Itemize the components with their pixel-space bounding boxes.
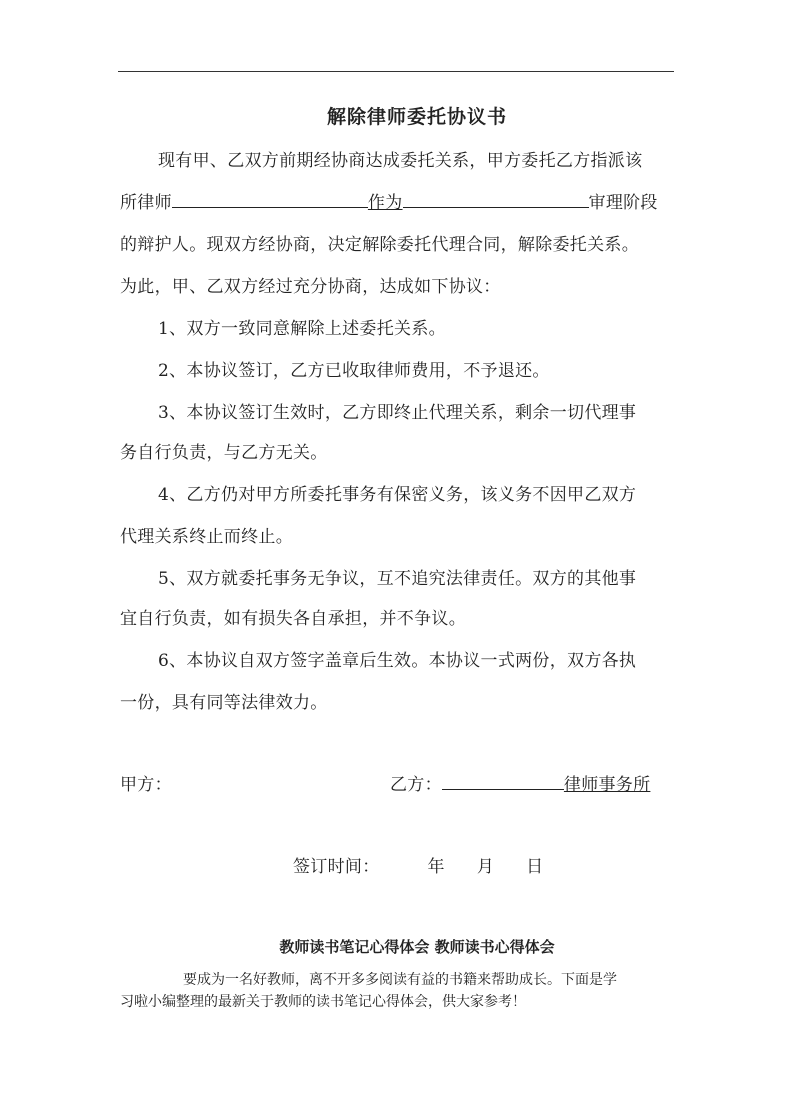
clause-4: 4、乙方仍对甲方所委托事务有保密义务，该义务不因甲乙双方 (158, 485, 637, 505)
lawyer-name-blank (172, 191, 368, 208)
document-title: 解除律师委托协议书 (326, 106, 507, 128)
clause-4-cont: 代理关系终止而终止。 (120, 527, 293, 547)
header-rule (118, 71, 674, 72)
sign-time-label: 签订时间： (293, 857, 380, 877)
firm-name-blank (442, 773, 564, 790)
clause-6: 6、本协议自双方签字盖章后生效。本协议一式两份，双方各执 (158, 651, 637, 671)
party-b-label: 乙方： (390, 775, 442, 795)
clause-3-cont: 务自行负责，与乙方无关。 (120, 443, 328, 463)
sign-date (293, 852, 543, 877)
party-b-signature (390, 770, 650, 795)
role-blank (403, 191, 589, 208)
appendix-line: 习啦小编整理的最新关于教师的读书笔记心得体会，供大家参考！ (120, 994, 526, 1010)
clause-1: 1、双方一致同意解除上述委托关系。 (158, 319, 446, 339)
paragraph-line: 的辩护人。现双方经协商，决定解除委托代理合同，解除委托关系。 (120, 235, 639, 255)
paragraph-line: 为此，甲、乙双方经过充分协商，达成如下协议： (120, 277, 501, 297)
clause-5-cont: 宜自行负责，如有损失各自承担，并不争议。 (120, 609, 466, 629)
text-segment: 所律师 (120, 193, 172, 213)
paragraph-line: 现有甲、乙双方前期经协商达成委托关系，甲方委托乙方指派该 (158, 151, 643, 171)
appendix-title: 教师读书笔记心得体会 教师读书心得体会 (279, 938, 555, 956)
text-segment: 审理阶段 (588, 193, 658, 213)
month-label: 月 (476, 857, 495, 877)
year-label: 年 (427, 857, 445, 877)
day-label: 日 (526, 857, 544, 877)
appendix-line: 要成为一名好教师，离不开多多阅读有益的书籍来帮助成长。下面是学 (183, 972, 617, 988)
clause-3: 3、本协议签订生效时，乙方即终止代理关系，剩余一切代理事 (158, 403, 637, 423)
text-segment: 作为 (367, 193, 403, 213)
party-a-label: 甲方： (120, 775, 172, 795)
paragraph-line (120, 188, 658, 213)
law-firm-label: 律师事务所 (563, 775, 651, 795)
clause-5: 5、双方就委托事务无争议，互不追究法律责任。双方的其他事 (158, 569, 637, 589)
clause-6-cont: 一份，具有同等法律效力。 (120, 693, 328, 713)
clause-2: 2、本协议签订，乙方已收取律师费用，不予退还。 (158, 361, 550, 381)
